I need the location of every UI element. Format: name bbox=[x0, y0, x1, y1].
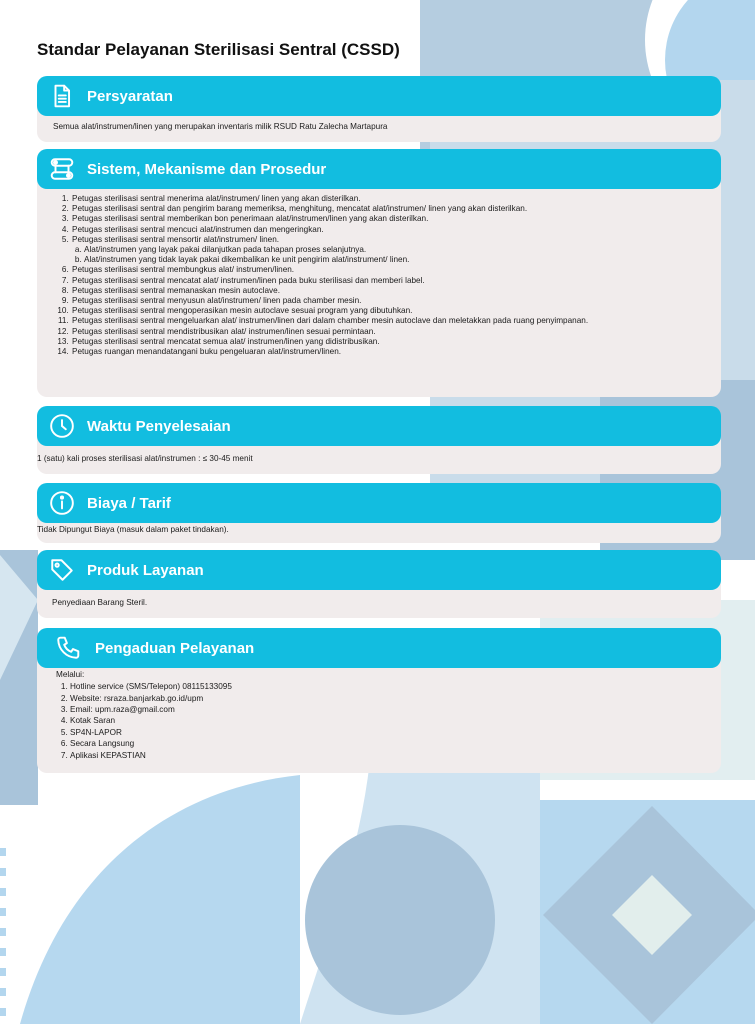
sub-list-item: b. Alat/instrumen yang tidak layak pakai dikembalikan ke unit pengirim alat/instrument/ linen. bbox=[84, 255, 709, 265]
section-title: Persyaratan bbox=[87, 87, 173, 105]
section-produk bbox=[37, 550, 721, 618]
clock-icon bbox=[49, 413, 75, 439]
section-waktu bbox=[37, 406, 721, 474]
list-item: 4. Kotak Saran bbox=[70, 715, 709, 726]
section-biaya bbox=[37, 483, 721, 543]
list-item: 12. Petugas sterilisasi sentral mendistribusikan alat/ instrumen/linen sesuai permintaan. bbox=[71, 327, 709, 337]
list-item: 14. Petugas ruangan menandatangani buku pengeluaran alat/instrumen/linen. bbox=[71, 347, 709, 357]
list-item: 6. Secara Langsung bbox=[70, 738, 709, 749]
list-item: 7. Aplikasi KEPASTIAN bbox=[70, 750, 709, 761]
list-item: 7. Petugas sterilisasi sentral mencatat alat/ instrumen/linen pada buku sterilisasi dan memberi label. bbox=[71, 276, 709, 286]
section-title: Pengaduan Pelayanan bbox=[95, 639, 255, 657]
list-item: 1. Hotline service (SMS/Telepon) 08115133095 bbox=[70, 681, 709, 692]
section-content bbox=[56, 670, 709, 761]
section-title: Biaya / Tarif bbox=[87, 494, 171, 512]
section-sistem bbox=[37, 149, 721, 397]
section-pengaduan bbox=[37, 628, 721, 773]
section-header bbox=[37, 483, 721, 523]
section-persyaratan bbox=[37, 76, 721, 142]
fee-text: Tidak Dipungut Biaya (masuk dalam paket tindakan). bbox=[37, 525, 229, 534]
section-title: Produk Layanan bbox=[87, 561, 204, 579]
section-header bbox=[37, 76, 721, 116]
list-item: 2. Petugas sterilisasi sentral dan pengirim barang memeriksa, menghitung, mencatat alat/instrumen/ linen yang akan disterilkan. bbox=[71, 204, 709, 214]
section-title: Waktu Penyelesaian bbox=[87, 417, 231, 435]
section-header bbox=[37, 406, 721, 446]
page-title: Standar Pelayanan Sterilisasi Sentral (CSSD) bbox=[37, 40, 400, 59]
tag-icon bbox=[49, 557, 75, 583]
info-icon bbox=[49, 490, 75, 516]
section-content bbox=[53, 122, 709, 132]
phone-icon bbox=[55, 635, 81, 661]
list-item: 8. Petugas sterilisasi sentral memanaskan mesin autoclave. bbox=[71, 286, 709, 296]
list-item: 6. Petugas sterilisasi sentral membungkus alat/ instrumen/linen. bbox=[71, 265, 709, 275]
sub-list bbox=[72, 245, 709, 265]
section-header bbox=[37, 550, 721, 590]
procedure-list bbox=[57, 194, 709, 357]
section-content bbox=[52, 598, 709, 608]
section-content bbox=[37, 525, 709, 535]
workflow-icon bbox=[49, 156, 75, 182]
product-text: Penyediaan Barang Steril. bbox=[52, 598, 148, 607]
list-item: 9. Petugas sterilisasi sentral menyusun alat/instrumen/ linen pada chamber mesin. bbox=[71, 296, 709, 306]
section-title: Sistem, Mekanisme dan Prosedur bbox=[87, 160, 327, 178]
list-item: 3. Petugas sterilisasi sentral memberikan bon penerimaan alat/instrumen/linen yang akan disterilkan. bbox=[71, 214, 709, 224]
sub-list-item: a. Alat/instrumen yang layak pakai dilanjutkan pada tahapan proses selanjutnya. bbox=[84, 245, 709, 255]
completion-time-text: 1 (satu) kali proses sterilisasi alat/instrumen : ≤ 30-45 menit bbox=[37, 454, 253, 463]
section-content bbox=[37, 454, 709, 464]
section-content bbox=[57, 194, 709, 357]
requirement-text: Semua alat/instrumen/linen yang merupakan inventaris milik RSUD Ratu Zalecha Martapura bbox=[53, 122, 388, 131]
list-item: 10. Petugas sterilisasi sentral mengoperasikan mesin autoclave sesuai program yang dibutuhkan. bbox=[71, 306, 709, 316]
list-item: 2. Website: rsraza.banjarkab.go.id/upm bbox=[70, 693, 709, 704]
list-item: 3. Email: upm.raza@gmail.com bbox=[70, 704, 709, 715]
section-header bbox=[37, 628, 721, 668]
list-item bbox=[71, 235, 709, 266]
list-item: 13. Petugas sterilisasi sentral mencatat semua alat/ instrumen/linen yang didistribusikan. bbox=[71, 337, 709, 347]
section-header bbox=[37, 149, 721, 189]
list-item: 4. Petugas sterilisasi sentral mencuci alat/instrumen dan mengeringkan. bbox=[71, 225, 709, 235]
list-item-label: Petugas sterilisasi sentral mensortir alat/instrumen/ linen. bbox=[72, 234, 280, 244]
complaint-intro: Melalui: bbox=[56, 670, 85, 679]
list-item: 1. Petugas sterilisasi sentral menerima alat/instrumen/ linen yang akan disterilkan. bbox=[71, 194, 709, 204]
list-item: 11. Petugas sterilisasi sentral mengeluarkan alat/ instrumen/linen dari dalam chamber mesin autoclave dan meletakkan pada ruang penyimpanan. bbox=[71, 316, 709, 326]
document-icon bbox=[49, 83, 75, 109]
list-item: 5. SP4N-LAPOR bbox=[70, 727, 709, 738]
complaint-channel-list bbox=[56, 681, 709, 761]
